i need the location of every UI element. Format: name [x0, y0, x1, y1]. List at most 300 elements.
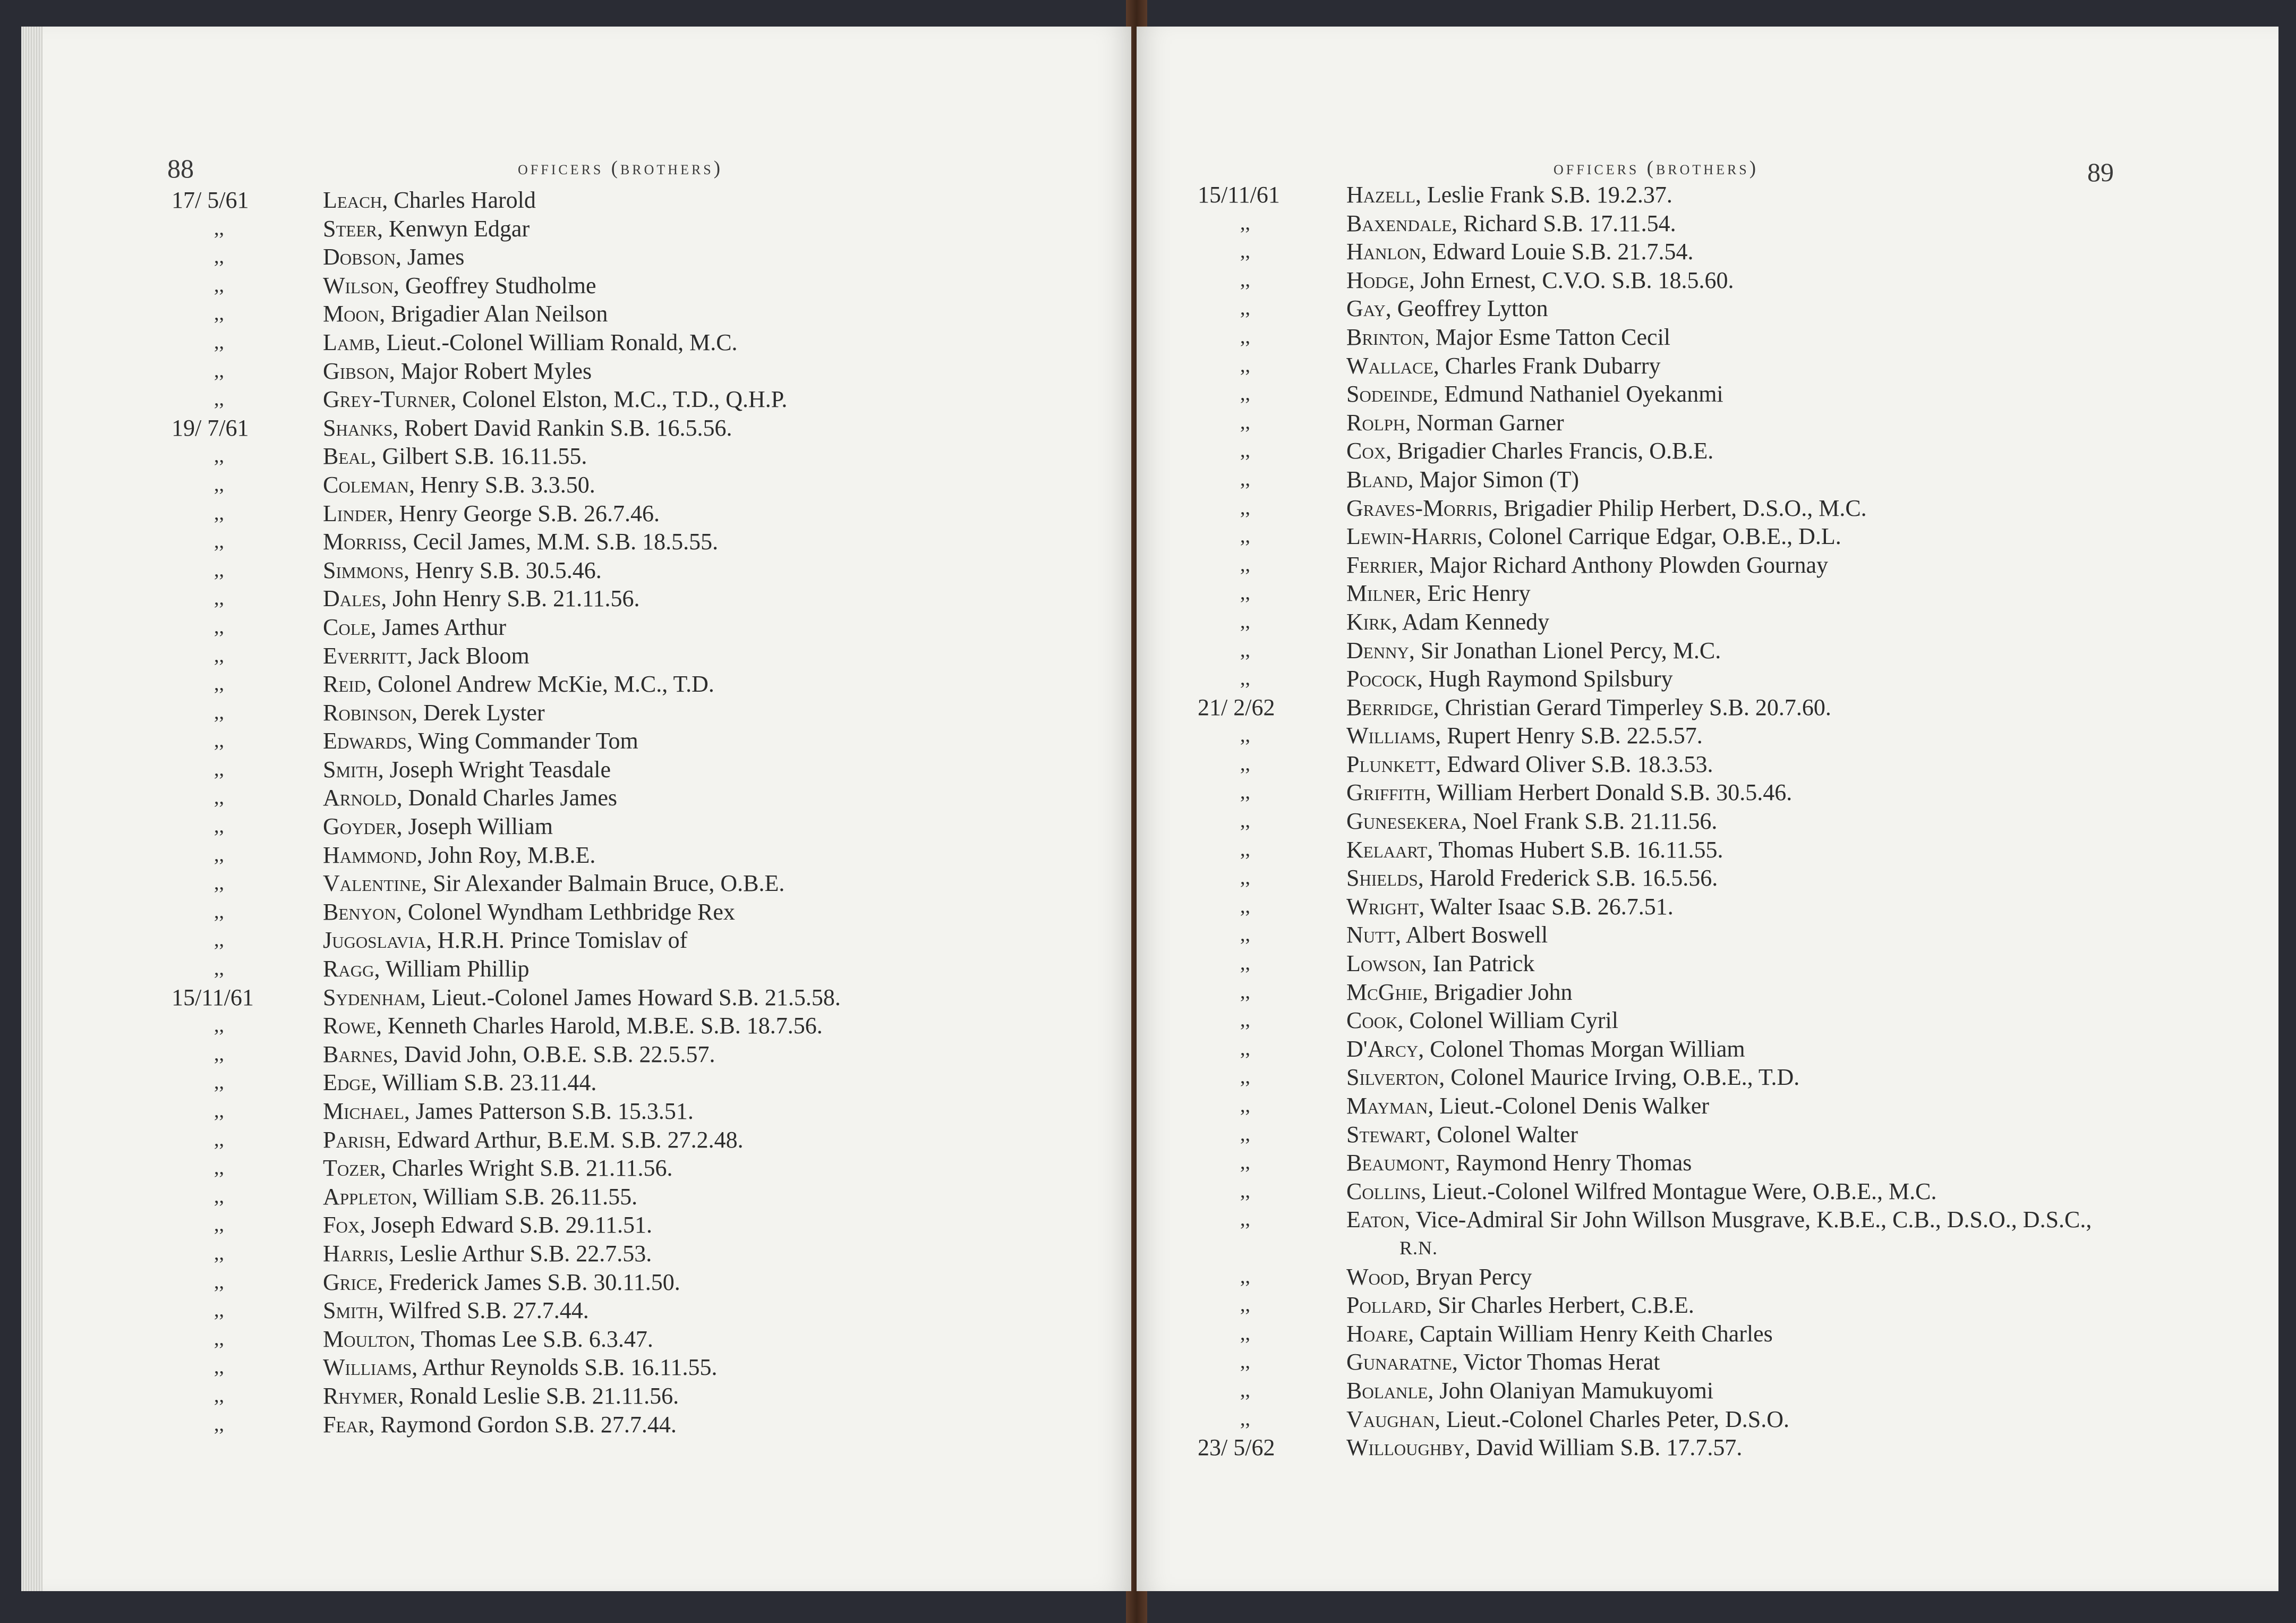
- surname: Tozer: [323, 1155, 380, 1182]
- given-names: , Colonel Wyndham Lethbridge Rex: [396, 898, 735, 925]
- list-item: [1198, 380, 2260, 409]
- ditto-mark: ,,: [1240, 411, 1250, 434]
- surname: Shanks: [323, 414, 393, 441]
- list-item: [1198, 294, 2260, 323]
- list-item: [172, 442, 1117, 471]
- ditto-mark: ,,: [214, 1185, 224, 1208]
- surname: Reid: [323, 671, 366, 698]
- ditto-mark: ,,: [214, 558, 224, 581]
- surname: Beaumont: [1346, 1150, 1445, 1176]
- list-item: [172, 385, 1117, 414]
- surname: Pollard: [1346, 1292, 1427, 1319]
- member-name: [1346, 665, 1673, 693]
- ditto-mark: ,,: [1240, 496, 1250, 519]
- given-names: , Joseph Edward S.B. 29.11.51.: [360, 1212, 653, 1238]
- ditto-mark: ,,: [214, 1014, 224, 1037]
- list-item: [172, 1382, 1117, 1410]
- given-names: , Ronald Leslie S.B. 21.11.56.: [398, 1382, 679, 1409]
- list-item: [172, 1296, 1117, 1325]
- ditto-mark: ,,: [214, 445, 224, 468]
- given-names: , Edward Louie S.B. 21.7.54.: [1421, 239, 1694, 265]
- given-names: , Joseph William: [396, 813, 553, 840]
- given-names: , Geoffrey Lytton: [1385, 295, 1548, 322]
- surname: Wright: [1346, 893, 1419, 920]
- given-names: , Henry S.B. 30.5.46.: [403, 557, 602, 583]
- ditto-mark: ,,: [1240, 1066, 1250, 1089]
- list-item: [1198, 1263, 2260, 1291]
- ditto-mark: ,,: [214, 1213, 224, 1236]
- list-item: [172, 215, 1117, 243]
- ditto-mark: ,,: [214, 1042, 224, 1065]
- ditto-mark: ,,: [214, 1413, 224, 1435]
- ditto-mark: ,,: [214, 1128, 224, 1151]
- member-name: [1346, 323, 1670, 352]
- given-names: , John Olaniyan Mamukuyomi: [1428, 1377, 1714, 1404]
- list-item: [172, 556, 1117, 585]
- list-item: [172, 983, 1117, 1012]
- given-names: , Walter Isaac S.B. 26.7.51.: [1419, 893, 1674, 920]
- ditto-mark: ,,: [1240, 895, 1250, 917]
- member-name: [323, 385, 787, 414]
- ditto-mark: ,,: [1240, 1094, 1250, 1117]
- member-name: [323, 1068, 596, 1097]
- given-names: , James Patterson S.B. 15.3.51.: [404, 1098, 694, 1124]
- given-names: , Leslie Frank S.B. 19.2.37.: [1415, 182, 1672, 208]
- list-item: [1198, 1177, 2260, 1206]
- given-names: , Frederick James S.B. 30.11.50.: [377, 1269, 680, 1295]
- ditto-mark: ,,: [1240, 639, 1250, 661]
- list-item: [1198, 693, 2260, 722]
- surname: Hammond: [323, 842, 417, 868]
- given-names: , William S.B. 26.11.55.: [412, 1183, 638, 1210]
- given-names: , Jack Bloom: [406, 642, 530, 669]
- surname: Gunaratne: [1346, 1349, 1452, 1375]
- given-names: , David William S.B. 17.7.57.: [1464, 1434, 1743, 1461]
- surname: Gibson: [323, 358, 389, 384]
- ditto-mark: ,,: [1240, 325, 1250, 348]
- member-name: [323, 1154, 673, 1183]
- list-item: [1198, 437, 2260, 465]
- surname: Barnes: [323, 1041, 392, 1067]
- given-names: , Edward Arthur, B.E.M. S.B. 27.2.48.: [385, 1126, 744, 1153]
- member-name: [1346, 949, 1534, 978]
- member-name: [1346, 893, 1674, 921]
- given-names: , Thomas Lee S.B. 6.3.47.: [409, 1325, 653, 1352]
- given-names: , Raymond Henry Thomas: [1444, 1150, 1692, 1176]
- given-names: , Joseph Wright Teasdale: [378, 756, 611, 783]
- ditto-mark: ,,: [1240, 866, 1250, 889]
- surname: Gunesekera: [1346, 808, 1462, 835]
- surname: Edwards: [323, 728, 407, 754]
- list-item: [172, 869, 1117, 898]
- member-name: [323, 699, 545, 727]
- ditto-mark: ,,: [214, 217, 224, 240]
- surname: Robinson: [323, 699, 412, 726]
- surname: Simmons: [323, 557, 404, 583]
- list-item: [172, 243, 1117, 271]
- ditto-mark: ,,: [1240, 1123, 1250, 1145]
- list-item: [1198, 1120, 2260, 1149]
- member-name: [1346, 409, 1564, 437]
- member-name: [1346, 465, 1579, 494]
- list-item: [1198, 323, 2260, 352]
- member-name: [1346, 693, 1831, 722]
- surname: Cook: [1346, 1007, 1398, 1034]
- given-names: , Henry S.B. 3.3.50.: [408, 471, 595, 498]
- surname: Bolanle: [1346, 1377, 1428, 1404]
- ditto-mark: ,,: [214, 1100, 224, 1122]
- ditto-mark: ,,: [214, 843, 224, 866]
- list-item: [172, 642, 1117, 670]
- surname: Hoare: [1346, 1320, 1409, 1347]
- member-name: [323, 499, 660, 528]
- given-names: , Colonel Maurice Irving, O.B.E., T.D.: [1439, 1064, 1800, 1091]
- member-name: [323, 1296, 589, 1325]
- list-item: [172, 271, 1117, 300]
- surname: Rowe: [323, 1013, 376, 1039]
- member-name: [1346, 1120, 1578, 1149]
- ditto-mark: ,,: [1240, 582, 1250, 605]
- given-names: , Richard S.B. 17.11.54.: [1452, 210, 1676, 236]
- given-names: , Major Esme Tatton Cecil: [1423, 324, 1671, 350]
- member-name: [1346, 494, 1867, 523]
- given-names: , Harold Frederick S.B. 16.5.56.: [1418, 865, 1718, 891]
- member-name: [323, 556, 602, 585]
- list-item: [1198, 665, 2260, 693]
- member-name: [1346, 1405, 1789, 1434]
- ditto-mark: ,,: [214, 1157, 224, 1179]
- member-name: [1346, 1433, 1742, 1462]
- given-names: , Brigadier John: [1422, 979, 1573, 1005]
- surname: Plunkett: [1346, 751, 1436, 777]
- list-item: [172, 1268, 1117, 1297]
- given-names: , Thomas Hubert S.B. 16.11.55.: [1427, 836, 1723, 863]
- list-item: [1198, 1320, 2260, 1348]
- ditto-mark: ,,: [214, 359, 224, 382]
- given-names: , Colonel Walter: [1425, 1121, 1578, 1148]
- member-name: [323, 300, 608, 328]
- given-names: , Charles Harold: [382, 187, 536, 213]
- ditto-mark: ,,: [214, 815, 224, 838]
- given-names: , Vice-Admiral Sir John Willson Musgrave, K.B.E., C.B., D.S.O., D.S.C.,: [1404, 1206, 2092, 1233]
- ditto-mark: ,,: [1240, 297, 1250, 320]
- member-name: [323, 1382, 679, 1410]
- member-name: [323, 613, 506, 642]
- ditto-mark: ,,: [214, 929, 224, 951]
- list-item: [172, 1353, 1117, 1382]
- list-item: [172, 584, 1117, 613]
- given-names: , Hugh Raymond Spilsbury: [1417, 666, 1673, 692]
- given-names: , Cecil James, M.M. S.B. 18.5.55.: [401, 529, 719, 555]
- surname: Fear: [323, 1411, 369, 1438]
- surname: Lewin-Harris: [1346, 523, 1477, 550]
- surname: Goyder: [323, 813, 397, 840]
- surname: Grice: [323, 1269, 378, 1295]
- given-names: , Christian Gerard Timperley S.B. 20.7.60.: [1433, 694, 1831, 720]
- entry-list: [172, 186, 1117, 1439]
- surname: Pocock: [1346, 666, 1417, 692]
- member-name: [323, 955, 530, 983]
- member-name: [1346, 294, 1548, 323]
- surname: Lamb: [323, 329, 375, 355]
- member-name: [1346, 579, 1531, 608]
- ditto-mark: ,,: [1240, 724, 1250, 747]
- given-names: , Sir Alexander Balmain Bruce, O.B.E.: [421, 870, 785, 897]
- ditto-mark: ,,: [1240, 383, 1250, 405]
- surname: Cox: [1346, 438, 1386, 464]
- surname: Baxendale: [1346, 210, 1452, 236]
- ditto-mark: ,,: [214, 388, 224, 411]
- given-names: , Kenneth Charles Harold, M.B.E. S.B. 18.7.56.: [375, 1013, 823, 1039]
- election-date: 19/ 7/61: [172, 414, 249, 441]
- list-item: [172, 1154, 1117, 1183]
- surname: Sodeinde: [1346, 381, 1433, 407]
- ditto-mark: ,,: [1240, 211, 1250, 234]
- given-names: , James: [395, 244, 465, 270]
- given-names: , Colonel Thomas Morgan William: [1418, 1035, 1745, 1062]
- ditto-mark: ,,: [214, 900, 224, 923]
- ditto-mark: ,,: [214, 1327, 224, 1350]
- list-item: [172, 812, 1117, 841]
- surname: Eaton: [1346, 1206, 1404, 1233]
- surname: Kirk: [1346, 608, 1392, 635]
- given-names: , Gilbert S.B. 16.11.55.: [370, 443, 587, 470]
- given-names: , Rupert Henry S.B. 22.5.57.: [1435, 723, 1703, 749]
- surname: Sydenham: [323, 984, 420, 1010]
- surname: D'Arcy: [1346, 1035, 1419, 1062]
- list-item: [172, 1068, 1117, 1097]
- member-name: [323, 1183, 637, 1211]
- ditto-mark: ,,: [1240, 1151, 1250, 1174]
- list-item: [172, 727, 1117, 755]
- member-name: [1346, 437, 1713, 465]
- surname: Hanlon: [1346, 239, 1421, 265]
- given-names: , David John, O.B.E. S.B. 22.5.57.: [392, 1041, 715, 1067]
- member-name: [323, 841, 595, 870]
- given-names: , Ian Patrick: [1421, 950, 1535, 977]
- list-item: [1198, 836, 2260, 864]
- member-name: [323, 243, 464, 271]
- member-name: [323, 727, 638, 755]
- member-name: [1346, 608, 1549, 636]
- ditto-mark: ,,: [1240, 952, 1250, 975]
- list-item: [172, 898, 1117, 927]
- list-item: [1198, 551, 2260, 580]
- surname: Cole: [323, 614, 371, 640]
- list-item: [1198, 893, 2260, 921]
- page-header: officers (brothers): [1554, 157, 1759, 179]
- surname: Rhymer: [323, 1382, 398, 1409]
- list-item: [172, 300, 1117, 328]
- right-page: [1137, 27, 2278, 1591]
- given-names: , William Phillip: [374, 956, 530, 982]
- given-names: , Victor Thomas Herat: [1452, 1349, 1660, 1375]
- surname: Graves-Morris: [1346, 495, 1492, 521]
- given-names: , Sir Jonathan Lionel Percy, M.C.: [1409, 637, 1721, 664]
- list-item: [1198, 778, 2260, 807]
- list-item: [1198, 978, 2260, 1007]
- member-name: [1346, 181, 1672, 209]
- surname: Vaughan: [1346, 1406, 1435, 1432]
- member-name: [323, 442, 587, 471]
- given-names: , Lieut.-Colonel Wilfred Montague Were, O.B.E., M.C.: [1420, 1178, 1937, 1204]
- ditto-mark: ,,: [1240, 553, 1250, 576]
- list-item: [172, 699, 1117, 727]
- surname: Leach: [323, 187, 382, 213]
- list-item: [1198, 494, 2260, 523]
- list-item: [172, 926, 1117, 955]
- surname: Lowson: [1346, 950, 1421, 977]
- ditto-mark: ,,: [1240, 752, 1250, 775]
- member-name: [1346, 1376, 1713, 1405]
- given-names: , Arthur Reynolds S.B. 16.11.55.: [412, 1354, 718, 1381]
- given-names: , Colonel Elston, M.C., T.D., Q.H.P.: [450, 386, 788, 413]
- list-item: [1198, 1348, 2260, 1376]
- list-item: [172, 1097, 1117, 1126]
- surname: Berridge: [1346, 694, 1433, 720]
- surname: Wallace: [1346, 352, 1433, 379]
- given-names: , Major Simon (T): [1407, 466, 1580, 492]
- ditto-mark: ,,: [1240, 781, 1250, 804]
- list-item: [172, 670, 1117, 699]
- surname: Wood: [1346, 1263, 1404, 1290]
- surname: Rolph: [1346, 409, 1405, 436]
- list-item: [1198, 1405, 2260, 1434]
- list-item: [172, 1325, 1117, 1354]
- ditto-mark: ,,: [1240, 1265, 1250, 1288]
- ditto-mark: ,,: [1240, 1208, 1250, 1231]
- ditto-mark: ,,: [214, 274, 224, 296]
- given-names: , Derek Lyster: [412, 699, 545, 726]
- list-item: [1198, 1092, 2260, 1120]
- list-item: [172, 328, 1117, 357]
- given-names: , Lieut.-Colonel Denis Walker: [1428, 1093, 1710, 1119]
- list-item: [1198, 352, 2260, 380]
- member-name: [323, 983, 841, 1012]
- list-item: [1198, 237, 2260, 266]
- ditto-mark: ,,: [214, 302, 224, 325]
- member-name: [323, 1211, 652, 1239]
- member-name: [323, 328, 738, 357]
- page-number: 88: [167, 154, 194, 183]
- ditto-mark: ,,: [1240, 354, 1250, 377]
- ditto-mark: ,,: [214, 502, 224, 524]
- surname: Hodge: [1346, 267, 1409, 293]
- member-name: [323, 812, 553, 841]
- given-names: , Kenwyn Edgar: [377, 215, 530, 242]
- member-name: [323, 1097, 694, 1126]
- ditto-mark: ,,: [1240, 240, 1250, 263]
- given-names: , William Herbert Donald S.B. 30.5.46.: [1425, 779, 1793, 806]
- surname: Collins: [1346, 1178, 1421, 1204]
- list-item: [172, 357, 1117, 386]
- list-item: [1198, 522, 2260, 551]
- given-names: , Lieut.-Colonel Charles Peter, D.S.O.: [1435, 1406, 1790, 1432]
- member-name: [323, 1268, 680, 1297]
- ditto-mark: ,,: [214, 1242, 224, 1264]
- given-names: , Leslie Arthur S.B. 22.7.53.: [388, 1240, 652, 1267]
- list-item: [1198, 579, 2260, 608]
- member-name: [1346, 380, 1723, 409]
- list-item: [172, 1410, 1117, 1439]
- given-names: , Brigadier Alan Neilson: [379, 301, 608, 327]
- given-names: , Charles Wright S.B. 21.11.56.: [380, 1155, 673, 1182]
- member-name: [1346, 1063, 1799, 1092]
- list-item: [172, 1126, 1117, 1154]
- member-name: [1346, 1006, 1618, 1035]
- member-name: [323, 784, 617, 812]
- member-name: [323, 1325, 653, 1354]
- given-names: , Eric Henry: [1415, 580, 1531, 607]
- member-name: [323, 898, 735, 927]
- member-name: [1346, 1092, 1709, 1120]
- ditto-mark: ,,: [1240, 1009, 1250, 1032]
- given-names: , Colonel Andrew McKie, M.C., T.D.: [366, 671, 714, 698]
- member-name: [323, 670, 714, 699]
- surname: Parish: [323, 1126, 386, 1153]
- member-name: [1346, 237, 1694, 266]
- surname: Gay: [1346, 295, 1386, 322]
- member-name: [1346, 978, 1573, 1007]
- member-name: [323, 584, 640, 613]
- given-names: , Major Richard Anthony Plowden Gournay: [1418, 551, 1829, 578]
- member-name: [1346, 721, 1703, 750]
- given-names: , Major Robert Myles: [389, 358, 592, 384]
- list-item: [172, 841, 1117, 870]
- given-names: , Edmund Nathaniel Oyekanmi: [1432, 381, 1723, 407]
- ditto-mark: ,,: [214, 1384, 224, 1407]
- election-date: 17/ 5/61: [172, 187, 249, 213]
- list-item: [172, 613, 1117, 642]
- surname: Kelaart: [1346, 836, 1428, 863]
- surname: Jugoslavia: [323, 927, 426, 954]
- surname: Linder: [323, 500, 388, 526]
- surname: Harris: [323, 1240, 389, 1267]
- list-item: [172, 784, 1117, 812]
- election-date: 15/11/61: [1198, 182, 1280, 208]
- member-name: [1346, 836, 1723, 864]
- given-names: , Geoffrey Studholme: [393, 272, 596, 299]
- ditto-mark: ,,: [214, 473, 224, 496]
- list-item: [172, 1239, 1117, 1268]
- surname: Hazell: [1346, 182, 1415, 208]
- member-name: [1346, 551, 1828, 580]
- surname: Milner: [1346, 580, 1416, 607]
- given-names: , James Arthur: [370, 614, 507, 640]
- list-item: [1198, 750, 2260, 779]
- ditto-mark: ,,: [214, 644, 224, 667]
- ditto-mark: ,,: [1240, 667, 1250, 690]
- given-names: , John Henry S.B. 21.11.56.: [381, 585, 640, 612]
- ditto-mark: ,,: [1240, 923, 1250, 946]
- list-item: [1198, 1063, 2260, 1092]
- surname: Grey-Turner: [323, 386, 451, 413]
- list-item: [1198, 1149, 2260, 1177]
- ditto-mark: ,,: [214, 615, 224, 638]
- member-name: [1346, 778, 1792, 807]
- surname: Steer: [323, 215, 377, 242]
- ditto-mark: ,,: [214, 872, 224, 895]
- ditto-mark: ,,: [214, 673, 224, 695]
- surname: Nutt: [1346, 922, 1396, 948]
- given-names: , Bryan Percy: [1404, 1263, 1532, 1290]
- given-names: , Colonel Carrique Edgar, O.B.E., D.L.: [1476, 523, 1841, 550]
- ditto-mark: ,,: [214, 758, 224, 780]
- member-name: [323, 528, 718, 556]
- given-names: , Adam Kennedy: [1392, 608, 1550, 635]
- member-name: [323, 271, 596, 300]
- surname: Moon: [323, 301, 380, 327]
